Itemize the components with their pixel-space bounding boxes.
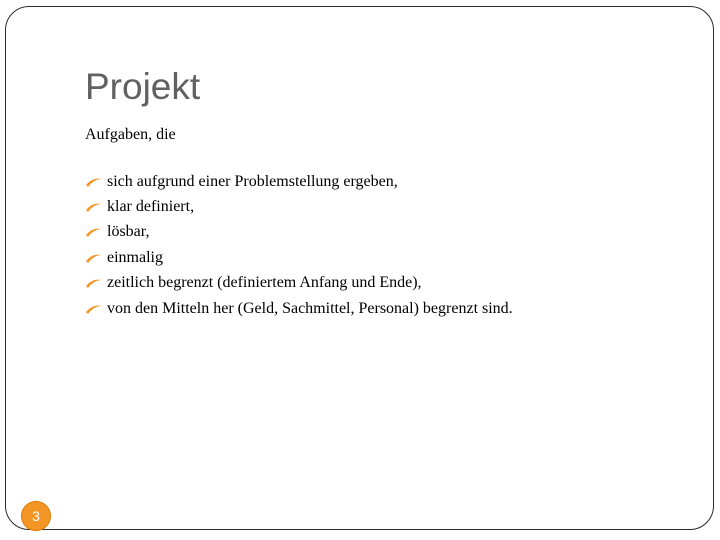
bullet-list	[85, 169, 513, 321]
swoosh-icon	[85, 252, 103, 264]
bullet-text: von den Mitteln her (Geld, Sachmittel, Personal) begrenzt sind.	[107, 299, 513, 317]
list-item	[85, 220, 513, 245]
slide-frame	[5, 6, 714, 530]
slide-title: Projekt	[85, 66, 201, 107]
list-item	[85, 194, 513, 219]
bullet-text: lösbar,	[107, 223, 150, 241]
list-item	[85, 245, 513, 270]
intro-text: Aufgaben, die	[85, 126, 176, 143]
list-item	[85, 296, 513, 321]
swoosh-icon	[85, 226, 103, 238]
list-item	[85, 271, 513, 296]
bullet-text: sich aufgrund einer Problemstellung ergeben,	[107, 172, 398, 190]
list-item	[85, 169, 513, 194]
swoosh-icon	[85, 277, 103, 289]
swoosh-icon	[85, 201, 103, 213]
page-number-badge: 3	[21, 501, 51, 531]
swoosh-icon	[85, 303, 103, 315]
bullet-text: einmalig	[107, 248, 163, 266]
bullet-text: zeitlich begrenzt (definiertem Anfang und Ende),	[107, 274, 422, 292]
swoosh-icon	[85, 176, 103, 188]
bullet-text: klar definiert,	[107, 198, 195, 216]
